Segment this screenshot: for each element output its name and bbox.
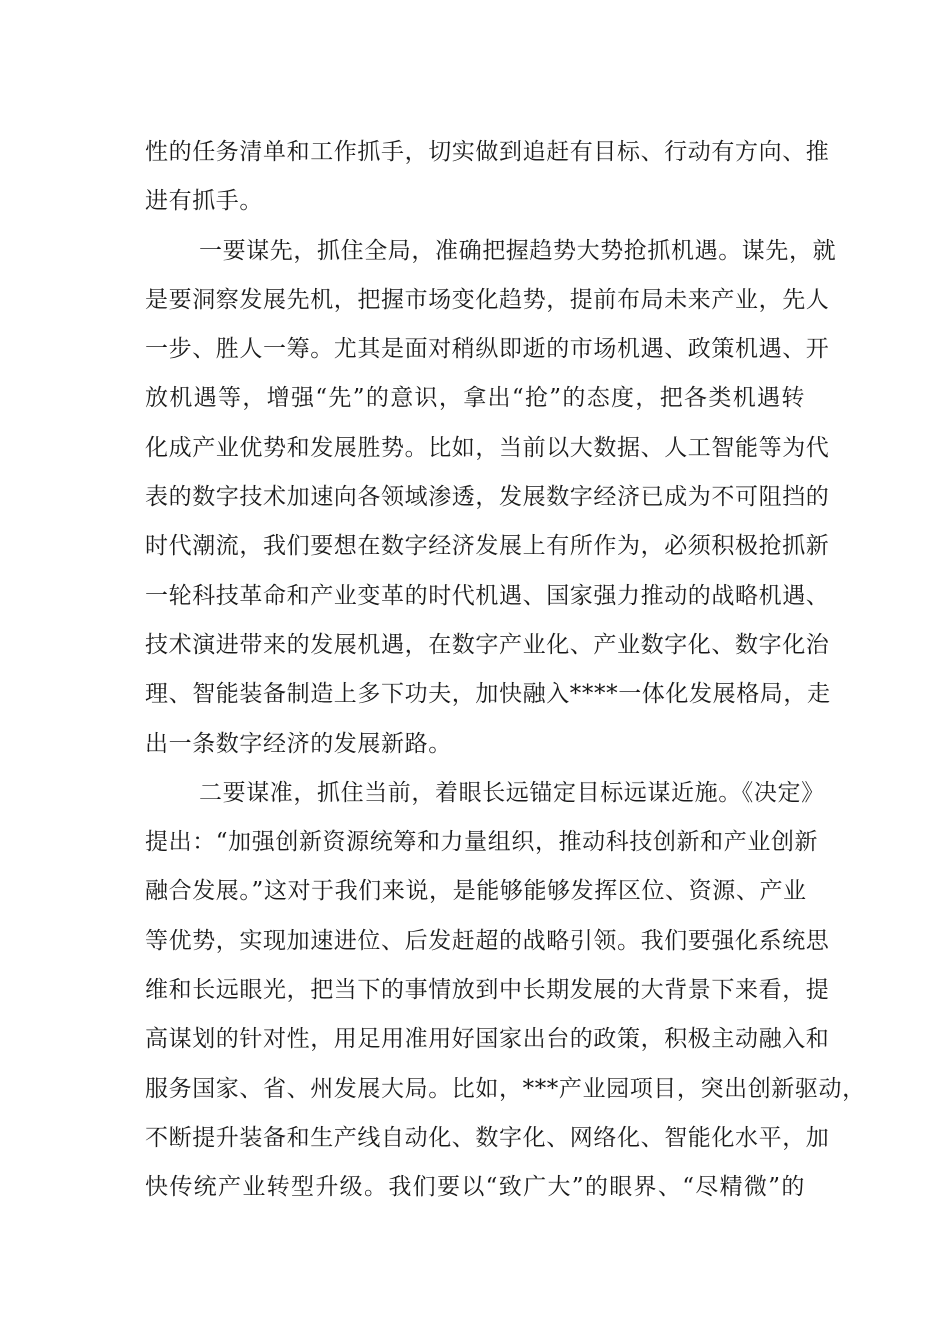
text-line: 一轮科技革命和产业变革的时代机遇、国家强力推动的战略机遇、 (145, 582, 830, 609)
text-line: 时代潮流，我们要想在数字经济发展上有所作为，必须积极抢抓新 (145, 533, 830, 560)
text-line: 一要谋先，抓住全局，准确把握趋势大势抢抓机遇。谋先，就 (199, 237, 837, 264)
text-line: 维和长远眼光，把当下的事情放到中长期发展的大背景下来看，提 (145, 977, 830, 1004)
text-line: 是要洞察发展先机，把握市场变化趋势，提前布局未来产业，先人 (145, 286, 830, 313)
text-line: 等优势，实现加速进位、后发赶超的战略引领。我们要强化系统思 (145, 927, 830, 954)
text-line: 高谋划的针对性，用足用准用好国家出台的政策，积极主动融入和 (145, 1026, 830, 1053)
text-line: 表的数字技术加速向各领域渗透，发展数字经济已成为不可阻挡的 (145, 484, 830, 511)
text-line: 不断提升装备和生产线自动化、数字化、网络化、智能化水平，加 (145, 1124, 830, 1151)
text-line: 提出：“加强创新资源统筹和力量组织，推动科技创新和产业创新 (145, 829, 819, 856)
text-line: 性的任务清单和工作抓手，切实做到追赶有目标、行动有方向、推 (145, 139, 830, 165)
text-line: 出一条数字经济的发展新路。 (145, 730, 452, 757)
text-line: 快传统产业转型升级。我们要以“致广大”的眼界、“尽精微”的 (145, 1174, 805, 1201)
text-line: 服务国家、省、州发展大局。比如，***产业园项目，突出创新驱动， (145, 1075, 866, 1102)
text-line: 放机遇等，增强“先”的意识，拿出“抢”的态度，把各类机遇转 (145, 385, 805, 412)
text-line: 化成产业优势和发展胜势。比如，当前以大数据、人工智能等为代 (145, 434, 830, 461)
body-text (145, 128, 866, 1213)
text-line: 二要谋准，抓住当前，着眼长远锚定目标远谋近施。《决定》 (199, 779, 825, 806)
text-line: 技术演进带来的发展机遇，在数字产业化、产业数字化、数字化治 (145, 631, 830, 658)
text-line: 进有抓手。 (145, 188, 263, 215)
text-line: 一步、胜人一筹。尤其是面对稍纵即逝的市场机遇、政策机遇、开 (145, 336, 830, 363)
text-line: 融合发展。”这对于我们来说，是能够能够发挥区位、资源、产业 (145, 878, 807, 905)
text-line: 理、智能装备制造上多下功夫，加快融入****一体化发展格局，走 (145, 681, 831, 708)
